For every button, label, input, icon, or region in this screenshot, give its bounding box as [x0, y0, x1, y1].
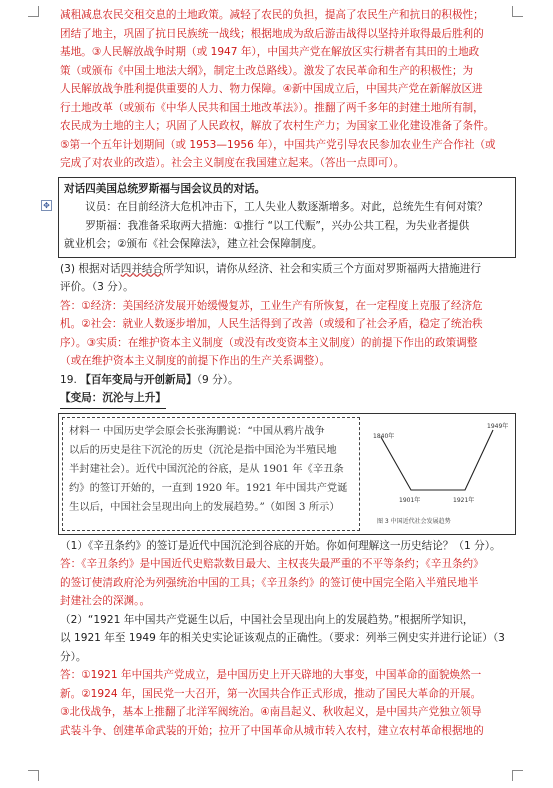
answer-line: 答：①经济：美国经济发展开始缓慢复苏，工业生产有所恢复，在一定程度上克服了经济危: [60, 299, 483, 312]
answer-line: 答：《辛丑条约》是中国近代史赔款数目最大、主权丧失最严重的不平等条约；《辛丑条约》: [60, 558, 484, 570]
answer-line: 答：①1921 年中国共产党成立，是中国历史上开天辟地的大事变，中国革命的面貌焕然一: [60, 669, 482, 681]
answer-line: 的签订使清政府沦为列强统治中国的工具；《辛丑条约》的签订使中国完全陷入半殖民地半: [60, 576, 479, 589]
answer-block-q3: [60, 297, 518, 371]
material-line: 材料一 中国历史学会原会长张海鹏说：“中国从鸦片战争: [69, 424, 325, 437]
answer-line: （或在维护资本主义制度的前提下作出的生产关系调整）。: [60, 355, 331, 367]
question-3-flagged-text: 四并结合: [120, 262, 164, 275]
dialogue-line: 就业机会；②颁布《社会保障法》，建立社会保障制度。: [64, 238, 323, 250]
question-score: （9 分）。: [196, 373, 239, 386]
page-corner-mark: [28, 770, 39, 781]
answer-line: ⑤第一个五年计划期间（或 1953—1956 年），中国共产党引导农民参加农业生产合作社（或: [60, 138, 496, 151]
answer-line: 团结了地主，巩固了抗日民族统一战线；根据地成为敌后游击战得以坚持并取得最后胜利的: [60, 27, 484, 40]
figure-caption: 图 3 中国近代社会发展趋势: [377, 517, 451, 525]
answer-line: 行土地改革（或颁布《中华人民共和国土地改革法》）。推翻了两千多年的封建土地所有制，: [60, 101, 484, 114]
answer-line: 封建社会的深渊。。: [60, 595, 151, 607]
dialogue-box: [58, 177, 516, 258]
question-number: 19.: [60, 373, 77, 386]
question-3-text: 所学知识，请你从经济、社会和实质三个方面对罗斯福两大措施进行: [163, 262, 481, 275]
answer-line: 机。②社会：就业人数逐步增加，人民生活得到了改善（或缓和了社会矛盾，稳定了统治秩: [60, 318, 483, 330]
material-line: 约》的签订开始的，一直到 1920 年。1921 年中国共产党诞: [69, 482, 348, 495]
dialogue-title: 对话四美国总统罗斯福与国会议员的对话。: [64, 182, 266, 195]
answer-line: 减租减息农民交租交息的土地政策。减轻了农民的负担，提高了农民生产和抗日的积极性；: [60, 9, 484, 21]
answer-line: 序）。③实质：在维护资本主义制度（或没有改变资本主义制度）的前提下作出的政策调整: [60, 336, 478, 349]
question-3-text: (3) 根据对话: [60, 262, 121, 275]
chart-label-1901: 1901年: [399, 496, 421, 504]
document-body: [60, 6, 518, 740]
answer-line: 完成了对农业的改造）。社会主义制度在我国建立起来。（答出一点即可）。: [60, 157, 405, 169]
answer-line: ③北伐战争，基本上推翻了北洋军阀统治。④南昌起义、秋收起义，是中国共产党独立领导: [60, 706, 482, 718]
dialogue-line: 罗斯福：我准备采取两大措施：①推行 “以工代赈”，兴办公共工程，为失业者提供: [85, 219, 470, 232]
chart-label-1921: 1921年: [453, 496, 475, 504]
question-19-heading: [60, 371, 518, 390]
answer-block-q1: [60, 555, 518, 611]
material-line: 以后的历史是往下沉沦的历史（沉沦是指中国沦为半殖民地: [69, 443, 337, 456]
material-line: 半封建社会）。近代中国沉沦的谷底，是从 1901 年《辛丑条: [69, 462, 344, 475]
chart-label-1949: 1949年: [487, 422, 509, 430]
question-3-line: 评价。（3 分）。: [60, 281, 134, 293]
answer-block-land-policy: [60, 6, 518, 173]
answer-block-q2: [60, 666, 518, 740]
question-19-1: （1）《辛丑条约》的签订是近代中国沉沦到谷底的开始。你如何理解这一历史结论？（1 分）。: [60, 539, 501, 552]
answer-line: 人民解放战争胜利提供重要的人力、物力保障。④新中国成立后，中国共产党在新解放区进: [60, 83, 483, 95]
answer-line: 农民成为土地的主人；巩固了人民政权，解放了农村生产力；为国家工业化建设准备了条件。: [60, 120, 495, 132]
material-text-box: [62, 417, 360, 531]
answer-line: 新。②1924 年，国民党一大召开，第一次国共合作正式形成，推动了国民大革命的开展。: [60, 687, 482, 700]
material-table: [58, 413, 516, 535]
question-19-2-line: 以 1921 年至 1949 年的相关史实论证该观点的正确性。（要求：列举三例史实并进行论证）（3: [60, 632, 505, 644]
table-move-handle-icon[interactable]: ✥: [41, 200, 52, 211]
question-title: 【百年变局与开创新局】: [80, 373, 197, 386]
material-line: 生以后，中国社会呈现出向上的发展趋势。”（如图 3 所示）: [69, 501, 340, 514]
page-corner-mark: [28, 6, 39, 17]
answer-line: 基地。③人民解放战争时期（或 1947 年），中国共产党在解放区实行耕者有其田的土地政: [60, 46, 480, 58]
subsection-title: 【变局：沉沦与上升】: [60, 389, 166, 409]
page-corner-mark: [512, 770, 523, 781]
question-19-2-line: 分）。: [60, 650, 87, 663]
dialogue-line: 议员：在目前经济大危机冲击下，工人失业人数逐渐增多。对此，总统先生有何对策？: [85, 201, 488, 213]
question-3: [60, 260, 518, 279]
subsection-heading: [60, 389, 518, 409]
answer-line: 策（或颁布《中国土地法大纲》，制定土改总路线）。激发了农民革命和生产的积极性；为: [60, 64, 474, 77]
answer-line: 武装斗争、创建革命武装的开始；拉开了中国革命从城市转入农村，建立农村革命根据地的: [60, 724, 484, 737]
question-19-2: （2）“1921 年中国共产党诞生以后，中国社会呈现出向上的发展趋势。”根据所学知识，: [60, 613, 474, 626]
trend-line: [381, 430, 493, 490]
trend-figure: [363, 414, 515, 534]
chart-label-1840: 1840年: [373, 432, 395, 440]
trend-chart: [367, 418, 517, 518]
